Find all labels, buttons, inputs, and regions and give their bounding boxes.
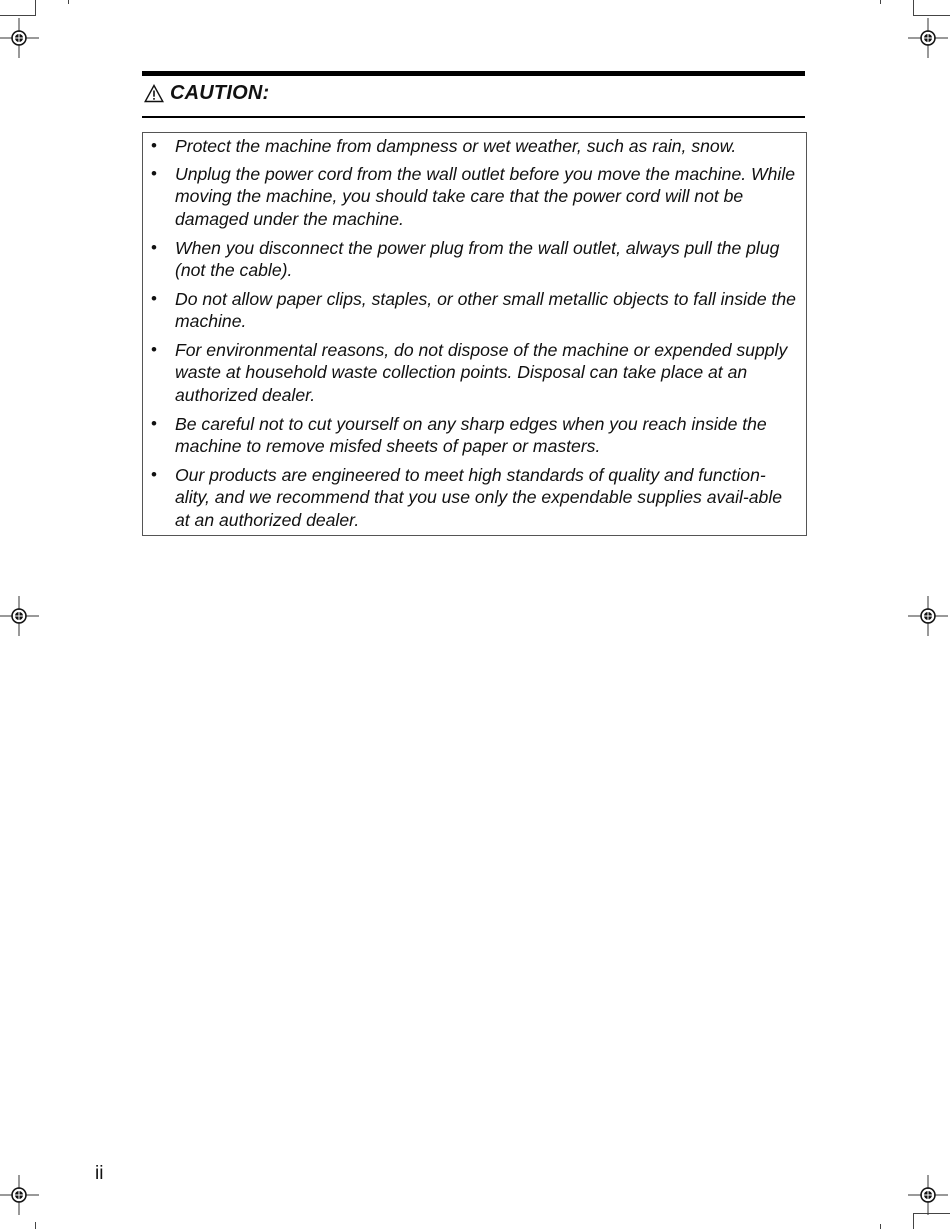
crop-mark-line (880, 0, 881, 4)
crop-mark-line (880, 1224, 881, 1229)
registration-mark-icon (0, 1175, 39, 1215)
caution-item-text: Be careful not to cut yourself on any sharp edges when you reach inside the machine to remove misfed sheets of paper or masters. (175, 414, 767, 457)
caution-item-text: For environmental reasons, do not dispose of the machine or expended supply waste at household waste collection points. Disposal can take place at an authorized dealer. (175, 340, 788, 405)
crop-mark-line (35, 0, 36, 16)
caution-box (142, 132, 807, 536)
crop-mark-line (68, 0, 69, 4)
crop-mark-line (913, 0, 914, 16)
caution-title: CAUTION: (170, 81, 270, 104)
caution-heading (144, 80, 269, 106)
crop-mark-line (35, 1222, 36, 1229)
registration-mark-icon (908, 1175, 948, 1215)
bullet: • (151, 164, 157, 183)
caution-item-text: Our products are engineered to meet high standards of quality and function-ality, and we recommend that you use only the expendable supplies avail-able at an authorized dealer. (175, 465, 783, 530)
bullet: • (151, 289, 157, 308)
warning-triangle-icon (144, 84, 164, 103)
caution-item-text: Do not allow paper clips, staples, or other small metallic objects to fall inside the machine. (175, 289, 796, 332)
bullet: • (151, 136, 157, 155)
heading-rule-bottom (142, 116, 805, 118)
crop-mark-line (913, 1213, 914, 1229)
registration-mark-icon (0, 596, 39, 636)
caution-item-text: Protect the machine from dampness or wet weather, such as rain, snow. (175, 136, 737, 156)
page-number: ii (95, 1163, 104, 1184)
crop-mark-line (0, 15, 35, 16)
registration-mark-icon (908, 596, 948, 636)
caution-item-text: Unplug the power cord from the wall outlet before you move the machine. While moving the machine, you should take care that the power cord will not be damaged under the machine. (175, 164, 796, 229)
bullet: • (151, 238, 157, 257)
crop-mark-line (913, 15, 950, 16)
heading-rule-top (142, 71, 805, 76)
bullet: • (151, 414, 157, 433)
registration-mark-icon (908, 18, 948, 58)
bullet: • (151, 340, 157, 359)
caution-item-text: When you disconnect the power plug from the wall outlet, always pull the plug (not the cable). (175, 238, 780, 281)
registration-mark-icon (0, 18, 39, 58)
bullet: • (151, 465, 157, 484)
